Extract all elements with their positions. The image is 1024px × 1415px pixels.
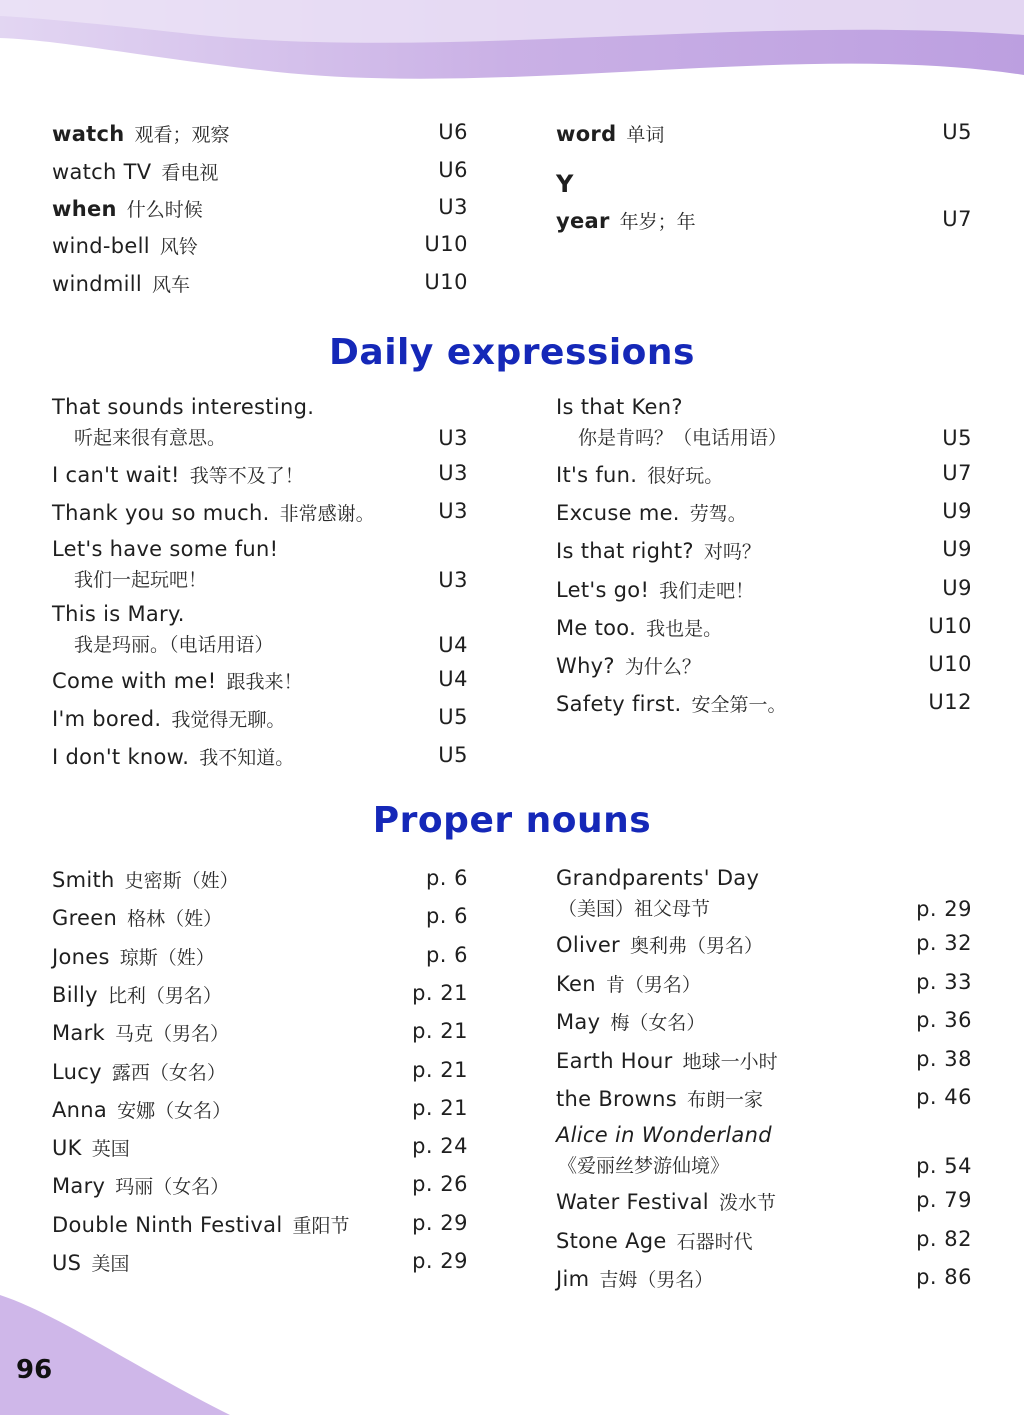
noun-meaning: 玛丽（女名）	[115, 1176, 230, 1198]
noun-meaning: 泼水节	[718, 1192, 776, 1214]
noun-text: Smith	[52, 868, 115, 892]
noun-entry	[556, 970, 972, 997]
vocab-word: wind-bell	[52, 234, 150, 258]
vocab-meaning: 单词	[626, 124, 665, 146]
vocab-entry	[556, 207, 972, 234]
noun-entry	[52, 1058, 468, 1085]
noun-text: Mark	[52, 1021, 105, 1045]
noun-text: May	[556, 1010, 601, 1034]
page-ref: p. 21	[412, 1096, 468, 1120]
page-ref: p. 82	[916, 1227, 972, 1251]
expression-meaning: 安全第一。	[691, 694, 787, 716]
vocab-meaning: 什么时候	[126, 199, 203, 221]
noun-text: Water Festival	[556, 1190, 709, 1214]
vocab-meaning: 风铃	[159, 236, 198, 258]
unit-ref: U5	[942, 426, 972, 450]
noun-meaning: 英国	[91, 1138, 130, 1160]
daily-left-column	[52, 395, 468, 775]
page-ref: p. 33	[916, 970, 972, 994]
noun-entry	[556, 1085, 972, 1112]
noun-text: Earth Hour	[556, 1049, 673, 1073]
expression-entry	[556, 499, 972, 526]
expression-meaning: 劳驾。	[689, 503, 747, 525]
letter-heading: Y	[556, 170, 574, 198]
noun-meaning: 肯（男名）	[605, 974, 701, 996]
noun-entry	[556, 1265, 972, 1292]
expression-meaning: 我是玛丽。（电话用语）	[74, 634, 274, 656]
vocab-entry	[556, 120, 972, 147]
noun-entry	[52, 1134, 468, 1161]
noun-text: Jones	[52, 945, 110, 969]
expression-text: Safety first.	[556, 692, 682, 716]
noun-text: Mary	[52, 1174, 106, 1198]
noun-meaning: 比利（男名）	[107, 985, 222, 1007]
page-ref: p. 46	[916, 1085, 972, 1109]
noun-meaning: 重阳节	[292, 1215, 350, 1237]
noun-entry	[556, 1047, 972, 1074]
expression-meaning: 对吗？	[703, 541, 761, 563]
expression-text: That sounds interesting.	[52, 395, 315, 419]
noun-meaning: 吉姆（男名）	[599, 1269, 714, 1291]
noun-meaning: 布朗一家	[687, 1089, 764, 1111]
vocab-word: year	[556, 209, 610, 233]
vocab-meaning: 看电视	[161, 162, 219, 184]
unit-ref: U9	[942, 499, 972, 523]
unit-ref: U10	[928, 614, 972, 638]
noun-meaning: 梅（女名）	[610, 1012, 706, 1034]
expression-entry	[52, 705, 468, 732]
expression-meaning: 听起来很有意思。	[74, 427, 227, 449]
top-purple-swoosh	[0, 0, 1024, 115]
vocab-entry	[52, 270, 468, 297]
unit-ref: U3	[438, 461, 468, 485]
noun-entry	[52, 904, 468, 931]
expression-meaning: 非常感谢。	[279, 503, 375, 525]
noun-entry	[556, 1008, 972, 1035]
page-ref: p. 86	[916, 1265, 972, 1289]
page-ref: p. 6	[425, 866, 468, 890]
unit-ref: U10	[424, 232, 468, 256]
expression-entry	[556, 461, 972, 488]
expression-text: Let's have some fun!	[52, 537, 279, 561]
noun-text: Ken	[556, 972, 596, 996]
page-ref: p. 6	[425, 904, 468, 928]
expression-meaning: 很好玩。	[647, 465, 724, 487]
page-ref: p. 38	[916, 1047, 972, 1071]
noun-entry	[52, 1096, 468, 1123]
noun-meaning: （美国）祖父母节	[558, 898, 711, 920]
page-ref: p. 54	[916, 1154, 972, 1178]
noun-text: Double Ninth Festival	[52, 1213, 283, 1237]
expression-meaning: 我不知道。	[199, 747, 295, 769]
expression-meaning: 我等不及了！	[189, 465, 304, 487]
page-ref: p. 21	[412, 1019, 468, 1043]
unit-ref: U6	[438, 158, 468, 182]
expression-entry	[556, 614, 972, 641]
unit-ref: U9	[942, 576, 972, 600]
vocab-entry	[52, 195, 468, 222]
noun-meaning: 格林（姓）	[127, 908, 223, 930]
expression-text: Is that right?	[556, 539, 694, 563]
page-ref: p. 29	[412, 1211, 468, 1235]
noun-text: Anna	[52, 1098, 108, 1122]
expression-text: I can't wait!	[52, 463, 180, 487]
noun-meaning: 美国	[91, 1253, 130, 1275]
unit-ref: U5	[942, 120, 972, 144]
noun-text: UK	[52, 1136, 82, 1160]
unit-ref: U12	[928, 690, 972, 714]
noun-text: US	[52, 1251, 82, 1275]
page-ref: p. 21	[412, 981, 468, 1005]
page-ref: p. 21	[412, 1058, 468, 1082]
expression-text: Me too.	[556, 616, 637, 640]
noun-entry	[52, 981, 468, 1008]
unit-ref: U5	[438, 743, 468, 767]
noun-entry	[556, 1188, 972, 1215]
unit-ref: U3	[438, 426, 468, 450]
daily-expressions-heading: Daily expressions	[329, 332, 695, 373]
noun-text: Billy	[52, 983, 98, 1007]
vocab-right-column	[556, 118, 972, 248]
noun-entry	[52, 1019, 468, 1046]
unit-ref: U3	[438, 195, 468, 219]
noun-meaning: 琼斯（姓）	[119, 947, 215, 969]
vocab-word: watch	[52, 122, 125, 146]
expression-text: Is that Ken?	[556, 395, 683, 419]
page-ref: p. 6	[425, 943, 468, 967]
noun-meaning: 石器时代	[676, 1231, 753, 1253]
noun-text: Stone Age	[556, 1229, 667, 1253]
page-ref: p. 32	[916, 931, 972, 955]
noun-entry	[52, 1249, 468, 1276]
noun-meaning: 马克（男名）	[114, 1023, 229, 1045]
expression-entry	[556, 576, 972, 603]
unit-ref: U10	[424, 270, 468, 294]
vocab-word: when	[52, 197, 117, 221]
noun-meaning: 《爱丽丝梦游仙境》	[558, 1155, 730, 1177]
proper-right-column	[556, 866, 972, 1296]
proper-nouns-heading: Proper nouns	[372, 800, 652, 841]
noun-text: Lucy	[52, 1060, 102, 1084]
noun-entry	[556, 866, 972, 921]
vocab-left-column	[52, 118, 468, 298]
noun-entry	[52, 1211, 468, 1238]
unit-ref: U6	[438, 120, 468, 144]
expression-entry	[556, 395, 972, 450]
noun-meaning: 奥利弗（男名）	[629, 935, 763, 957]
vocab-meaning: 风车	[152, 274, 191, 296]
expression-meaning: 我们一起玩吧！	[74, 569, 208, 591]
noun-text: Grandparents' Day	[556, 866, 760, 890]
vocab-meaning: 观看；观察	[134, 124, 230, 146]
expression-text: I'm bored.	[52, 707, 162, 731]
noun-text: the Browns	[556, 1087, 677, 1111]
expression-entry	[52, 395, 468, 450]
expression-entry	[556, 537, 972, 564]
expression-entry	[52, 499, 468, 526]
page-ref: p. 36	[916, 1008, 972, 1032]
noun-meaning: 露西（女名）	[111, 1062, 226, 1084]
expression-entry	[556, 690, 972, 717]
expression-entry	[52, 537, 468, 592]
vocab-entry	[52, 232, 468, 259]
page-ref: p. 24	[412, 1134, 468, 1158]
daily-right-column	[556, 395, 972, 725]
expression-text: Excuse me.	[556, 501, 680, 525]
page-ref: p. 26	[412, 1172, 468, 1196]
page-ref: p. 29	[412, 1249, 468, 1273]
expression-meaning: 我觉得无聊。	[171, 709, 286, 731]
page-ref: p. 79	[916, 1188, 972, 1212]
page-ref: p. 29	[916, 897, 972, 921]
unit-ref: U4	[438, 633, 468, 657]
expression-entry	[52, 602, 468, 657]
expression-text: It's fun.	[556, 463, 638, 487]
noun-entry	[556, 1227, 972, 1254]
expression-meaning: 我们走吧！	[659, 580, 755, 602]
unit-ref: U9	[942, 537, 972, 561]
noun-meaning: 安娜（女名）	[117, 1100, 232, 1122]
vocab-entry	[52, 158, 468, 185]
expression-text: Thank you so much.	[52, 501, 270, 525]
expression-entry	[52, 743, 468, 770]
noun-entry	[52, 866, 468, 893]
expression-text: Come with me!	[52, 669, 217, 693]
vocab-word: windmill	[52, 272, 143, 296]
unit-ref: U3	[438, 568, 468, 592]
proper-left-column	[52, 866, 468, 1286]
expression-entry	[556, 652, 972, 679]
bottom-purple-swoosh	[0, 1295, 1024, 1415]
expression-text: Let's go!	[556, 578, 650, 602]
expression-text: I don't know.	[52, 745, 190, 769]
expression-meaning: 我也是。	[646, 618, 723, 640]
unit-ref: U10	[928, 652, 972, 676]
unit-ref: U4	[438, 667, 468, 691]
noun-text: Oliver	[556, 933, 620, 957]
unit-ref: U3	[438, 499, 468, 523]
noun-entry	[556, 931, 972, 958]
expression-meaning: 跟我来！	[226, 671, 303, 693]
noun-text: Jim	[556, 1267, 590, 1291]
noun-entry	[52, 1172, 468, 1199]
vocab-word: watch TV	[52, 160, 152, 184]
expression-entry	[52, 667, 468, 694]
expression-text: This is Mary.	[52, 602, 185, 626]
expression-meaning: 你是肯吗？（电话用语）	[578, 427, 788, 449]
noun-entry	[556, 1123, 972, 1178]
noun-text: Alice in Wonderland	[556, 1123, 772, 1147]
vocab-word: word	[556, 122, 617, 146]
vocab-entry	[52, 120, 468, 147]
expression-entry	[52, 461, 468, 488]
expression-meaning: 为什么？	[624, 656, 701, 678]
unit-ref: U5	[438, 705, 468, 729]
page-number: 96	[16, 1355, 53, 1385]
unit-ref: U7	[942, 461, 972, 485]
noun-entry	[52, 943, 468, 970]
noun-meaning: 地球一小时	[682, 1051, 778, 1073]
unit-ref: U7	[942, 207, 972, 231]
vocab-meaning: 年岁；年	[619, 211, 696, 233]
expression-text: Why?	[556, 654, 615, 678]
noun-text: Green	[52, 906, 118, 930]
noun-meaning: 史密斯（姓）	[124, 870, 239, 892]
